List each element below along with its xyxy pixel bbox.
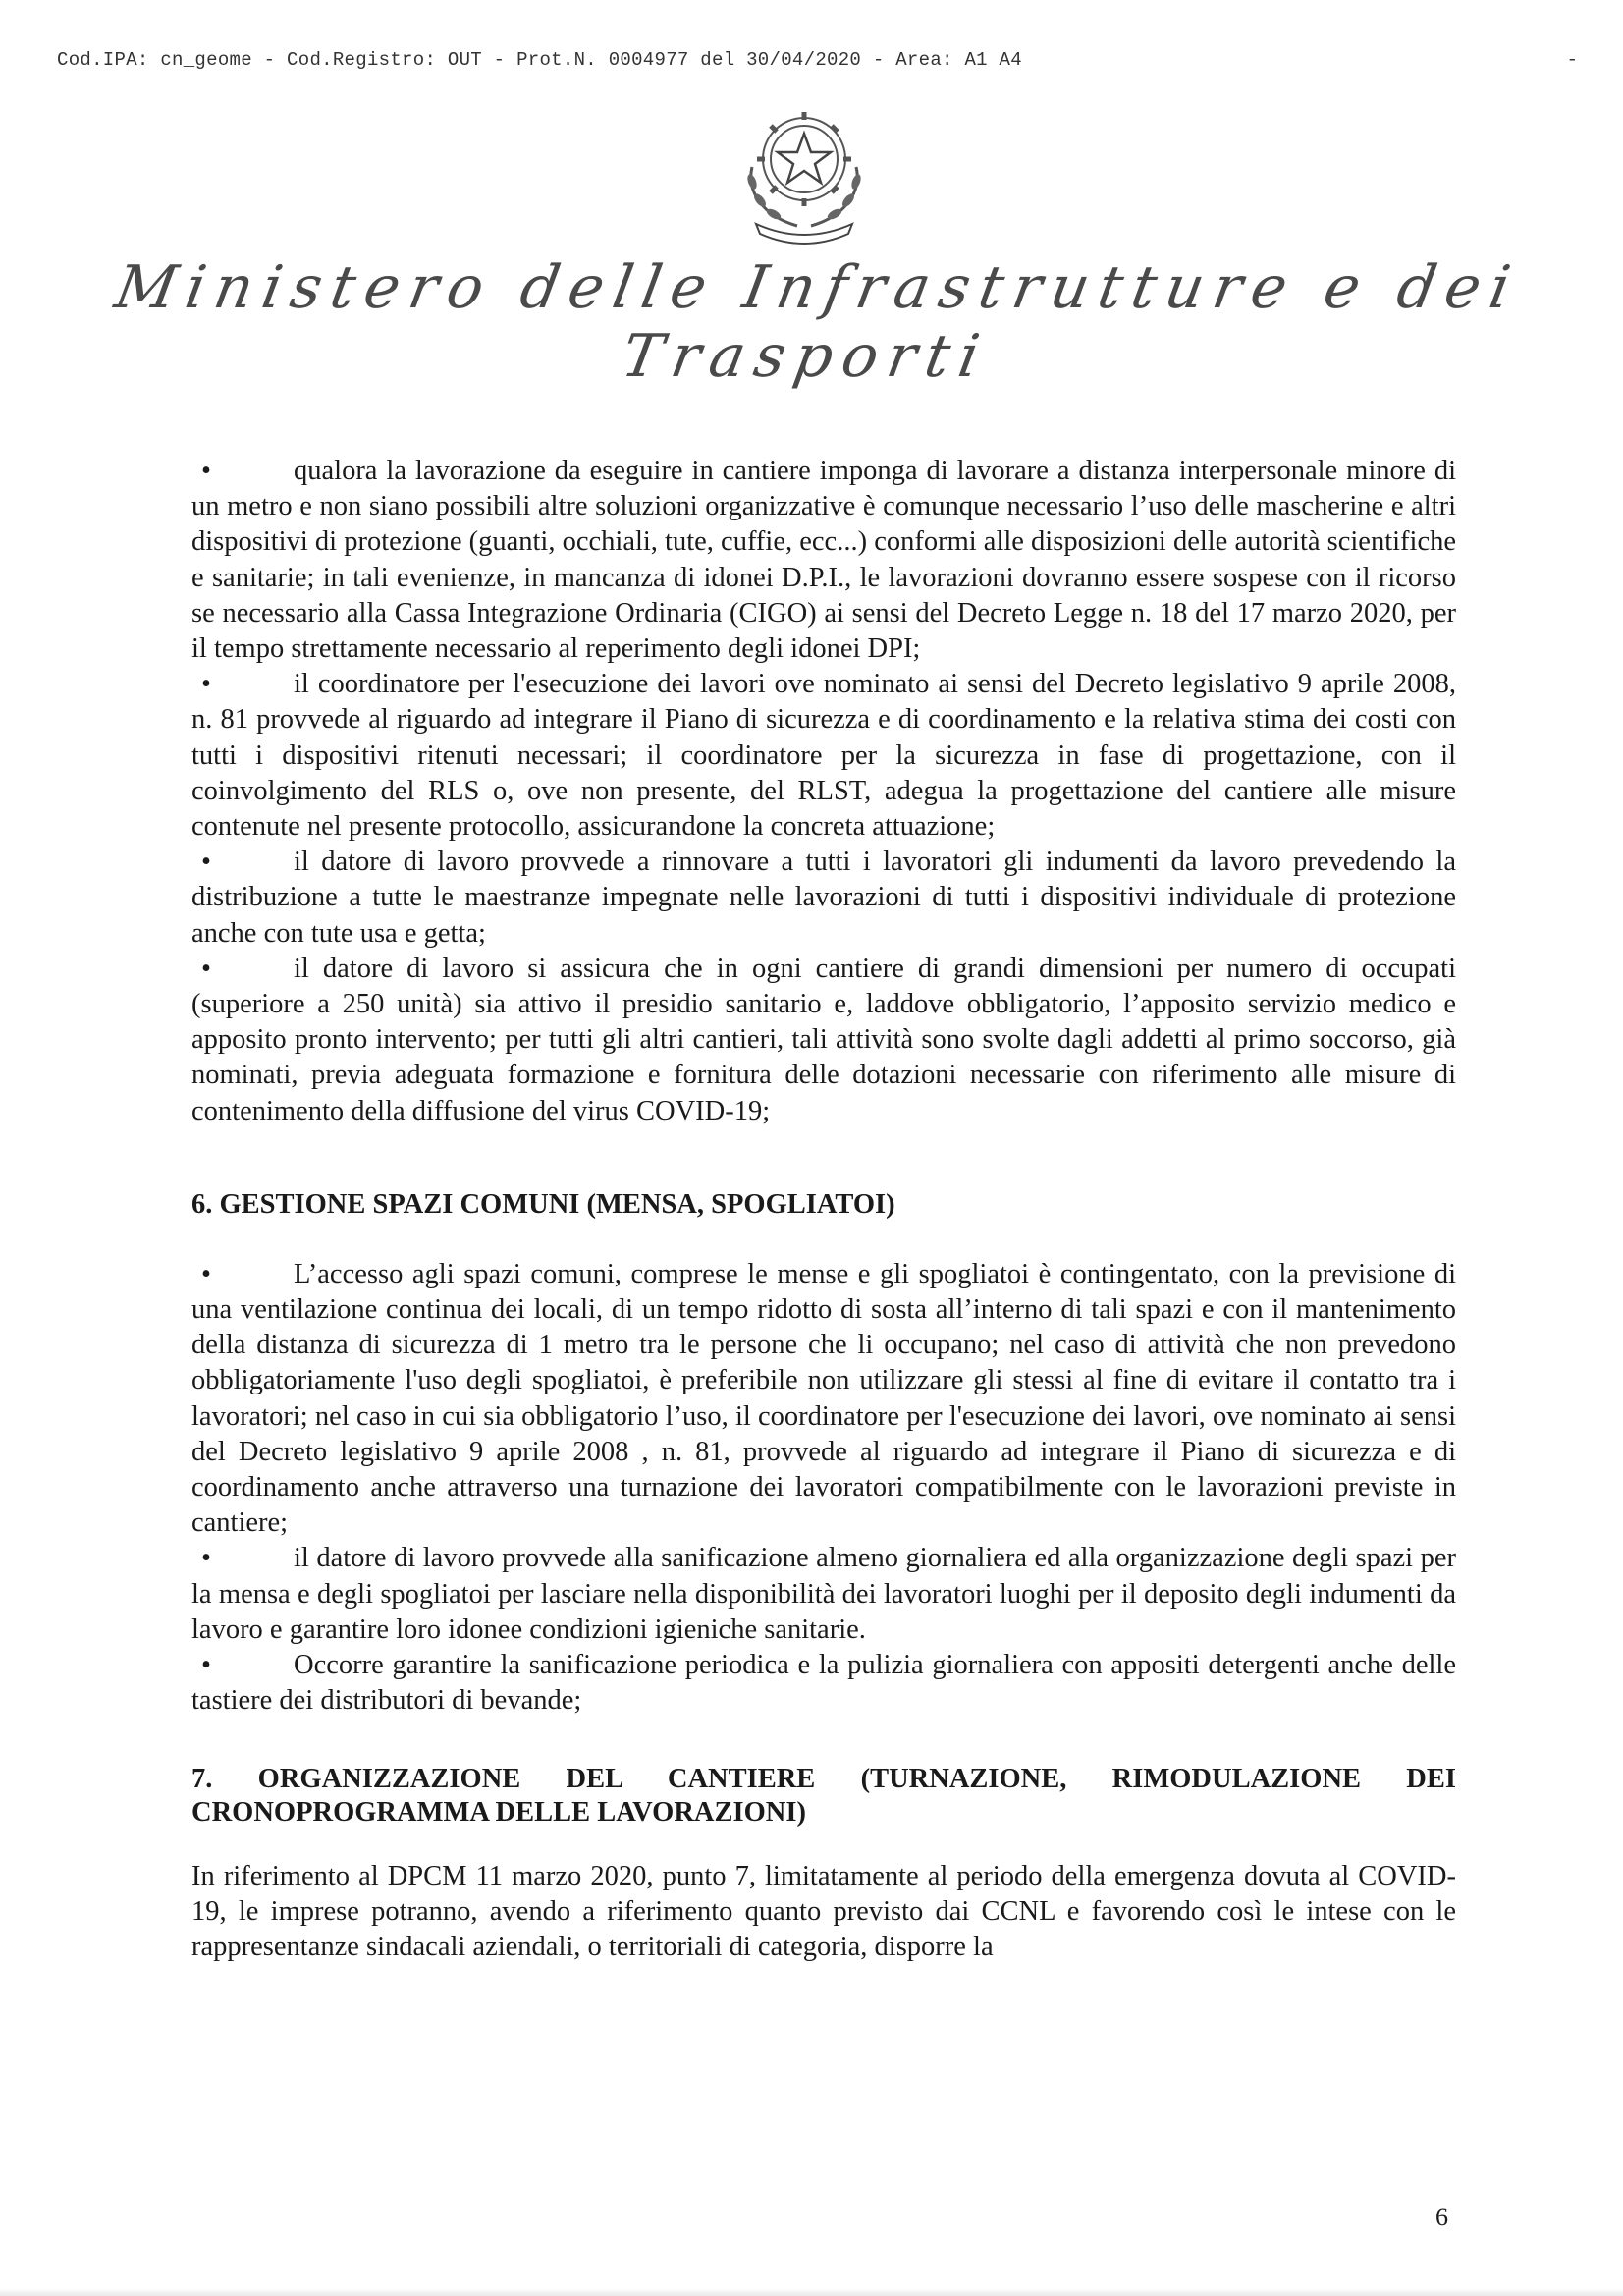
bullet-text: L’accesso agli spazi comuni, comprese le mense e gli spogliatoi è contingentato, con la previsione di una ventilazione continua dei locali, di un tempo ridotto di sosta all’interno di tali spazi e con il mantenimento della distanza di sicurezza di 1 metro tra le persone che li occupano; nel caso di attività che non prevedono obbligatoriamente l'uso degli spogliatoi, è preferibile non utilizzare gli stessi al fine di evitare il contatto tra i lavoratori; nel caso in cui sia obbligatorio l’uso, il coordinatore per l'esecuzione dei lavori, ove nominato ai sensi del Decreto legislativo 9 aprile 2008 , n. 81, provvede al riguardo ad integrare il Piano di sicurezza e di coordinamento anche attraverso una turnazione dei lavoratori compatibilmente con le lavorazioni previste in cantiere; xyxy=(191,1258,1456,1539)
header-trailing-mark: - xyxy=(1566,49,1578,71)
bullet-icon: • xyxy=(201,1650,211,1681)
scan-edge xyxy=(0,2288,1623,2296)
section-7-heading: 7. ORGANIZZAZIONE DEL CANTIERE (TURNAZIONE, RIMODULAZIONE DEI CRONOPROGRAMMA DELLE LAVORAZIONI) xyxy=(191,1763,1456,1828)
bullet-text: il coordinatore per l'esecuzione dei lavori ove nominato ai sensi del Decreto legislativo 9 aprile 2008, n. 81 provvede al riguardo ad integrare il Piano di sicurezza e di coordinamento e la relativa stima dei costi con tutti i dispositivi ritenuti necessari; il coordinatore per la sicurezza in fase di progettazione, con il coinvolgimento del RLS o, ove non presente, del RLST, adegua la progettazione del cantiere alle misure contenute nel presente protocollo, assicurandone la concreta attuazione; xyxy=(191,669,1456,843)
bullet-icon: • xyxy=(201,1543,211,1574)
bullet-icon: • xyxy=(201,1258,211,1289)
page-number: 6 xyxy=(1435,2203,1448,2231)
list-item xyxy=(191,952,1456,1129)
bullet-text: il datore di lavoro provvede a rinnovare a tutti i lavoratori gli indumenti da lavoro prevedendo la distribuzione a tutte le maestranze impegnate nelle lavorazioni di tutti i dispositivi individuale di protezione anche con tute usa e getta; xyxy=(191,847,1456,949)
list-item xyxy=(191,454,1456,667)
section-7-paragraph: In riferimento al DPCM 11 marzo 2020, punto 7, limitatamente al periodo della emergenza dovuta al COVID-19, le imprese potranno, avendo a riferimento quanto previsto dai CCNL e favorendo così le intese con le rappresentanze sindacali aziendali, o territoriali di categoria, disporre la xyxy=(191,1860,1456,1962)
italian-republic-emblem-icon xyxy=(738,98,871,246)
bullet-icon: • xyxy=(201,669,211,700)
bullet-icon: • xyxy=(201,847,211,878)
bullet-text: il datore di lavoro provvede alla sanificazione almeno giornaliera ed alla organizzazione degli spazi per la mensa e degli spogliatoi per lasciare nella disponibilità dei lavoratori luoghi per il deposito degli indumenti da lavoro e garantire loro idonee condizioni igieniche sanitarie. xyxy=(191,1543,1456,1645)
list-item xyxy=(191,845,1456,952)
list-item xyxy=(191,1257,1456,1542)
section-6-heading: 6. GESTIONE SPAZI COMUNI (MENSA, SPOGLIATOI) xyxy=(191,1188,895,1220)
list-item xyxy=(191,1541,1456,1648)
ministry-title: Ministero delle Infrastrutture e dei Trasporti xyxy=(110,253,1526,391)
list-item xyxy=(191,1648,1456,1719)
bullet-text: Occorre garantire la sanificazione periodica e la pulizia giornaliera con appositi detergenti anche delle tastiere dei distributori di bevande; xyxy=(191,1650,1456,1717)
list-item xyxy=(191,667,1456,845)
bullet-icon: • xyxy=(201,456,211,486)
protocol-header: Cod.IPA: cn_geome - Cod.Registro: OUT - Prot.N. 0004977 del 30/04/2020 - Area: A1 A4 xyxy=(57,49,1022,71)
bullet-text: il datore di lavoro si assicura che in ogni cantiere di grandi dimensioni per numero di occupati (superiore a 250 unità) sia attivo il presidio sanitario e, laddove obbligatorio, l’apposito servizio medico e apposito pronto intervento; per tutti gli altri cantieri, tali attività sono svolte dagli addetti al primo soccorso, già nominati, previa adeguata formazione e fornitura delle dotazioni necessarie con riferimento alle misure di contenimento della diffusione del virus COVID-19; xyxy=(191,953,1456,1126)
bullet-text: qualora la lavorazione da eseguire in cantiere imponga di lavorare a distanza interpersonale minore di un metro e non siano possibili altre soluzioni organizzative è comunque necessario l’uso delle mascherine e altri dispositivi di protezione (guanti, occhiali, tute, cuffie, ecc...) conformi alle disposizioni delle autorità scientifiche e sanitarie; in tali evenienze, in mancanza di idonei D.P.I., le lavorazioni dovranno essere sospese con il ricorso se necessario alla Cassa Integrazione Ordinaria (CIGO) ai sensi del Decreto Legge n. 18 del 17 marzo 2020, per il tempo strettamente necessario al reperimento degli idonei DPI; xyxy=(191,456,1456,665)
bullet-icon: • xyxy=(201,953,211,984)
document-body xyxy=(191,454,1456,1965)
